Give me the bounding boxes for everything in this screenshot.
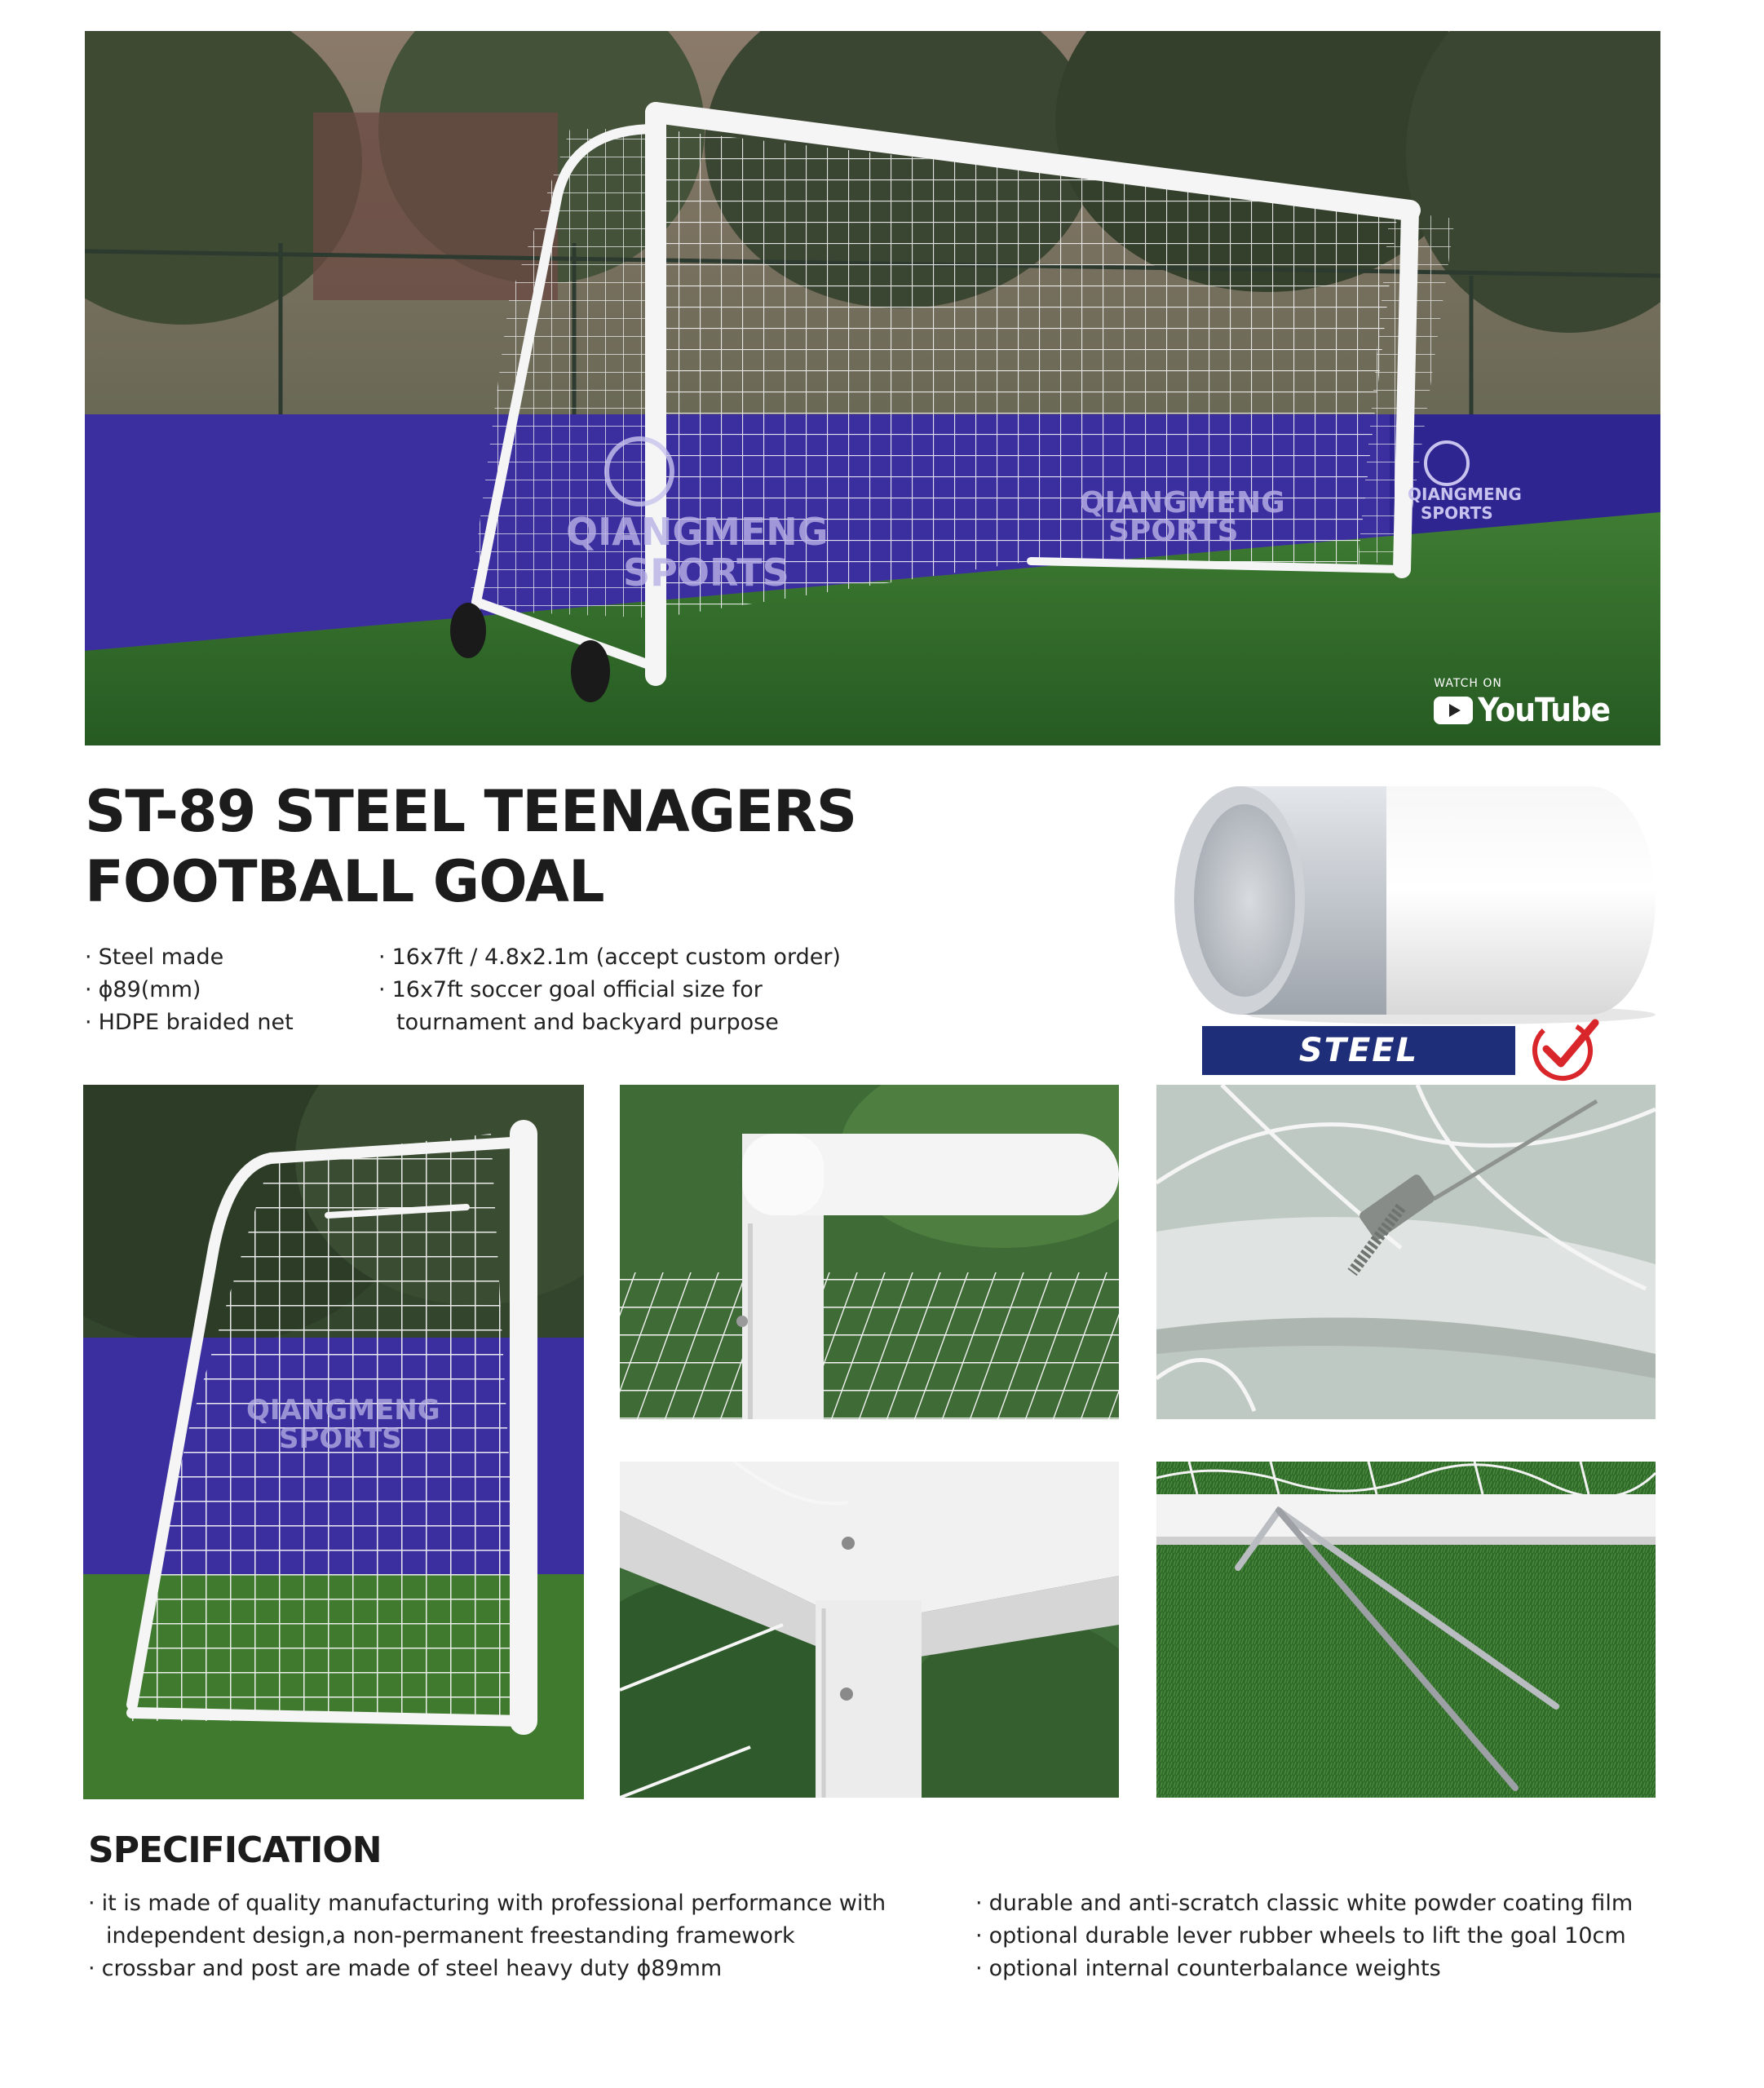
wall-brand-text-2: SPORTS [1421, 503, 1493, 523]
youtube-play-icon [1434, 697, 1473, 724]
gallery-net-tensioner-photo [1156, 1085, 1656, 1419]
feature-item: · 16x7ft / 4.8x2.1m (accept custom order) [378, 941, 841, 974]
side-view-brand-text-2: SPORTS [279, 1422, 402, 1455]
specification-item: · crossbar and post are made of steel heavy duty ϕ89mm [88, 1953, 886, 1985]
hero-brand-text-4: SPORTS [1108, 515, 1239, 548]
ground-anchor-illustration [1156, 1462, 1656, 1798]
youtube-label: YouTube [1478, 692, 1610, 729]
specification-item: · optional durable lever rubber wheels to lift the goal 10cm [975, 1920, 1633, 1953]
wall-brand-text: QIANGMENG [1408, 484, 1522, 504]
back-frame-illustration [620, 1462, 1119, 1798]
feature-item: · ϕ89(mm) [85, 974, 294, 1006]
corner-joint-illustration [620, 1085, 1119, 1419]
gallery-ground-anchor-photo [1156, 1462, 1656, 1798]
gallery-back-frame-photo [620, 1462, 1119, 1798]
specification-item: · it is made of quality manufacturing with professional performance with [88, 1887, 886, 1920]
hero-brand-text-3: QIANGMENG [1080, 486, 1285, 520]
feature-list-left [85, 941, 294, 1039]
product-title-line-1: ST-89 STEEL TEENAGERS [85, 778, 857, 845]
specification-item: · durable and anti-scratch classic white powder coating film [975, 1887, 1633, 1920]
gallery-side-view-photo [83, 1085, 584, 1799]
product-title-line-2: FOOTBALL GOAL [85, 848, 604, 915]
youtube-watch-label: WATCH ON [1434, 677, 1502, 690]
bolt-icon [842, 1537, 855, 1550]
specification-item-continuation: independent design,a non-permanent freestanding framework [106, 1923, 795, 1949]
gallery-corner-joint-photo [620, 1085, 1119, 1419]
hero-photo [85, 31, 1660, 745]
specification-title: SPECIFICATION [88, 1829, 382, 1871]
hero-brand-text: QIANGMENG [566, 510, 829, 554]
hero-goal-illustration [85, 31, 1660, 745]
feature-item: · Steel made [85, 941, 294, 974]
net-tensioner-illustration [1156, 1085, 1656, 1419]
bolt-icon [736, 1316, 748, 1327]
feature-item: · HDPE braided net [85, 1006, 294, 1039]
specification-item: · optional internal counterbalance weights [975, 1953, 1633, 1985]
product-title [85, 776, 856, 917]
hero-brand-text-2: SPORTS [623, 551, 789, 595]
side-view-brand-text: QIANGMENG [246, 1394, 440, 1427]
checkmark-icon [1528, 1011, 1602, 1085]
feature-item: · 16x7ft soccer goal official size for [378, 974, 841, 1006]
specification-list-right [975, 1887, 1633, 1985]
youtube-badge[interactable] [1434, 677, 1610, 729]
side-view-goal-illustration [83, 1085, 584, 1799]
steel-tube-image [1166, 770, 1672, 1031]
specification-list-left [88, 1887, 886, 1985]
material-label: STEEL [1202, 1026, 1515, 1075]
feature-item-continuation: tournament and backyard purpose [396, 1010, 779, 1035]
feature-list-right [378, 941, 841, 1039]
bolt-icon [840, 1688, 853, 1701]
